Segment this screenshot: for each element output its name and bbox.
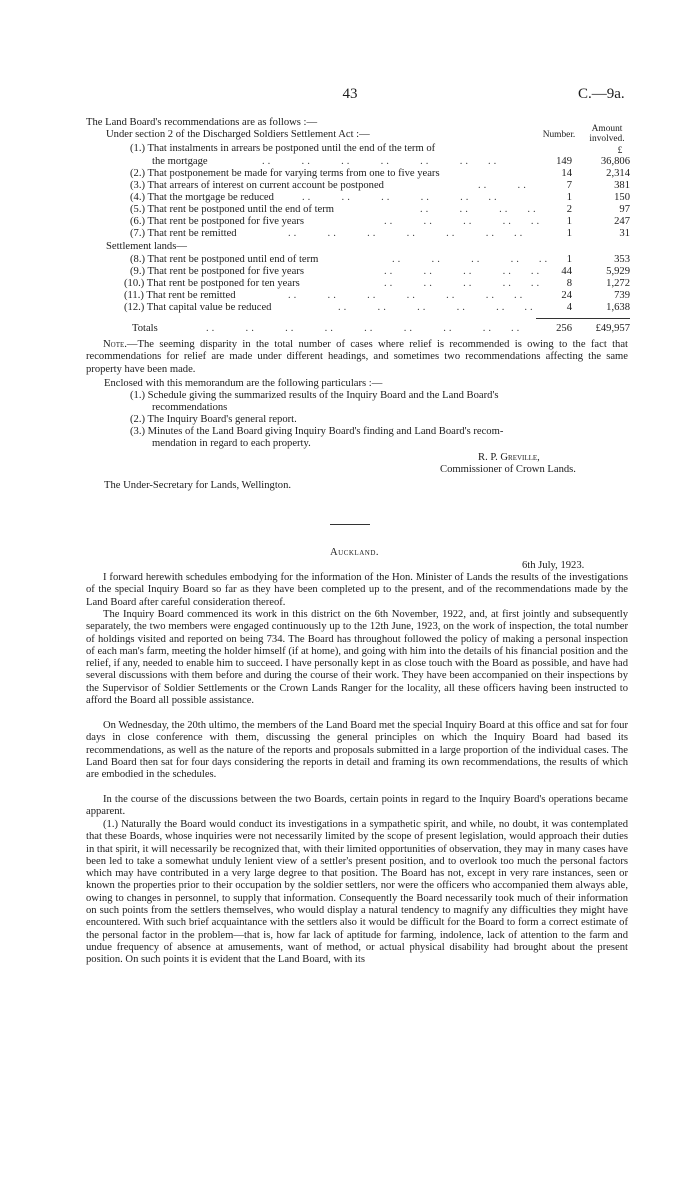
dot-leader: .. .. .. .. .. [392, 254, 551, 265]
recommendation-label: (2.) That postponement be made for varying terms from one to five years [130, 168, 440, 179]
recommendation-label: (8.) That rent be postponed until end of term [130, 254, 319, 265]
column-header-amount: Amount involved. [589, 124, 625, 144]
recommendation-amount: 31 [619, 228, 630, 239]
recommendation-label: (6.) That rent be postponed for five years [130, 216, 304, 227]
recommendation-label: (11.) That rent be remitted [124, 290, 236, 301]
section-heading: Under section 2 of the Discharged Soldiers Settlement Act :— [106, 129, 370, 140]
section-divider [330, 524, 370, 525]
recommendation-label: (3.) That arrears of interest on current account be postponed [130, 180, 384, 191]
recommendation-amount: 739 [614, 290, 630, 301]
recommendation-number: 14 [561, 168, 572, 179]
note-paragraph [86, 339, 628, 376]
recommendation-label: (4.) That the mortgage be reduced [130, 192, 274, 203]
body-paragraph: On Wednesday, the 20th ultimo, the members of the Land Board met the special Inquiry Board at this office and sat for four days in close conference with them, discussing the general principles on which the Inquiry Board had based its recommendations, as well as the nature of the reports and proposals submitted in a large proportion of the individual cases. The Land Board then sat for four days considering the reports in detail and framing its own recommendations, the results of which are embodied in the schedules. [86, 720, 628, 781]
recommendation-number: 1 [566, 216, 572, 227]
body-paragraph: The Inquiry Board commenced its work in this district on the 6th November, 1922, and, at first jointly and subsequently separately, the two members were engaged continuously up to the 12th June, 1923, on the work of inspection, the total number of holdings visited and reported on being 734. The Board has throughout followed the policy of making a personal inspection of each man's farm, meeting the holder himself (if at home), and going with him into the details of his financial position and the relief, if any, needed to enable him to succeed. I have personally kept in as close touch with the Board as possible, and have had several discussions with them before and during the course of their work. They have been accompanied on their inspections by the Supervisor of Soldier Settlements or the Crown Lands Ranger for the locality, all these officers having been instructed to afford the Board all possible assistance. [86, 609, 628, 707]
totals-number: 256 [556, 323, 572, 334]
dot-leader: .. .. .. .. .. .. [302, 192, 500, 203]
dot-leader: .. .. [478, 180, 529, 191]
recommendation-number: 149 [556, 156, 572, 167]
recommendation-amount: 353 [614, 254, 630, 265]
paper-reference: C.—9a. [578, 86, 625, 102]
body-paragraph: (1.) Naturally the Board would conduct its investigations in a sympathetic spirit, and while, no doubt, it was contemplated that these Boards, whose inquiries were not necessarily limited by the scope of present legislation, would approach their duties in that spirit, it will necessarily be recognized that, with their limited opportunities of observation, they may in many cases have been led to take a somewhat unduly lenient view of a settler's present position, and to overlook too much the personal factors which may have contributed in a very large degree to that position. The Board has not, except in very rare instances, seen or known the properties prior to their occupation by the soldier settlers, nor were the officers who accompanied them always able, owing to changes in personnel, to supply that information. Consequently the Board necessarily took much of their information on such points from the settlers themselves, who would display a natural tendency to magnify any difficulties they might have encountered. With such brief acquaintance with the settlers also it would be difficult for the Board to form a correct estimate of the personal factor in the problem—that is, how far lack of aptitude for farming, indolence, lack of attention to the farm and undue frequency of absence at amusements, want of method, or actual physical disability had brought about the present position. On such points it is evident that the Land Board, with its [86, 819, 628, 966]
recommendation-number: 1 [566, 192, 572, 203]
enclosure-item: (1.) Schedule giving the summarized results of the Inquiry Board and the Land Board's [130, 390, 499, 401]
dot-leader: .. .. .. .. .. .. .. [288, 290, 526, 301]
signature-name: R. P. Greville, [478, 452, 540, 463]
body-paragraph: I forward herewith schedules embodying for the information of the Hon. Minister of Lands the results of the investigations of the special Inquiry Board so far as they have been completed up to the present, and of the recommendations made by the Land Board after careful consideration thereof. [86, 572, 628, 608]
recommendation-amount: 36,806 [600, 156, 630, 167]
recommendation-number: 2 [566, 204, 572, 215]
recommendation-number: 44 [561, 266, 572, 277]
recommendation-label: (1.) That instalments in arrears be postponed until the end of the term of [130, 143, 436, 154]
recommendation-label: (12.) That capital value be reduced [124, 302, 272, 313]
note-label: Note. [103, 339, 127, 350]
signature-title: Commissioner of Crown Lands. [440, 464, 576, 475]
recommendation-label: (5.) That rent be postponed until the end of term [130, 204, 334, 215]
dot-leader: .. .. .. .. .. [384, 266, 543, 277]
totals-rule [536, 318, 630, 319]
recommendation-label: (10.) That rent be postponed for ten years [124, 278, 300, 289]
recommendation-amount: 150 [614, 192, 630, 203]
dot-leader: .. .. .. .. .. .. .. [288, 228, 526, 239]
dot-leader: .. .. .. .. .. [384, 216, 543, 227]
recommendation-number: 4 [566, 302, 572, 313]
recommendation-amount: 97 [619, 204, 630, 215]
recommendation-number: 1 [566, 254, 572, 265]
recommendation-number: 7 [566, 180, 572, 191]
recommendation-amount: 247 [614, 216, 630, 227]
letter-date: 6th July, 1923. [522, 560, 585, 571]
settlement-lands-heading: Settlement lands— [106, 241, 187, 252]
recommendations-intro: The Land Board's recommendations are as follows :— [86, 117, 318, 128]
addressee: The Under-Secretary for Lands, Wellington. [104, 480, 292, 491]
recommendation-number: 1 [566, 228, 572, 239]
dot-leader: .. .. .. .. .. .. .. [262, 156, 500, 167]
enclosure-item: (3.) Minutes of the Land Board giving Inquiry Board's finding and Land Board's recom- [130, 426, 504, 437]
dot-leader: .. .. .. .. [420, 204, 539, 215]
totals-amount: £49,957 [595, 323, 630, 334]
currency-symbol: £ [617, 146, 623, 156]
enclosure-item-continued: recommendations [152, 402, 228, 413]
dot-leader: .. .. .. .. .. .. .. .. .. [206, 323, 523, 334]
recommendation-number: 8 [566, 278, 572, 289]
dot-leader: .. .. .. .. .. .. [338, 302, 536, 313]
recommendation-amount: 1,272 [606, 278, 630, 289]
recommendation-amount: 1,638 [606, 302, 630, 313]
body-paragraph: In the course of the discussions between the two Boards, certain points in regard to the Inquiry Board's operations became apparent. [86, 794, 628, 818]
recommendation-amount: 2,314 [606, 168, 630, 179]
totals-label: Totals [132, 323, 158, 334]
recommendation-amount: 5,929 [606, 266, 630, 277]
letter-place: Auckland. [330, 547, 380, 558]
column-header-number: Number. [542, 130, 576, 140]
enclosure-item-continued: mendation in regard to each property. [152, 438, 311, 449]
page-number: 43 [342, 86, 358, 102]
dot-leader: .. .. .. .. .. [384, 278, 543, 289]
enclosure-item: (2.) The Inquiry Board's general report. [130, 414, 297, 425]
recommendation-label: (9.) That rent be postponed for five years [130, 266, 304, 277]
recommendation-amount: 381 [614, 180, 630, 191]
recommendation-number: 24 [561, 290, 572, 301]
note-text: —The seeming disparity in the total number of cases where relief is recommended is owing to the fact that recommendations for relief are made under different headings, and sometimes two recommendations affecting the same property have been made. [86, 339, 628, 375]
recommendation-label: (7.) That rent be remitted [130, 228, 237, 239]
recommendation-label-continued: the mortgage [152, 156, 208, 167]
enclosures-intro: Enclosed with this memorandum are the following particulars :— [104, 378, 383, 389]
